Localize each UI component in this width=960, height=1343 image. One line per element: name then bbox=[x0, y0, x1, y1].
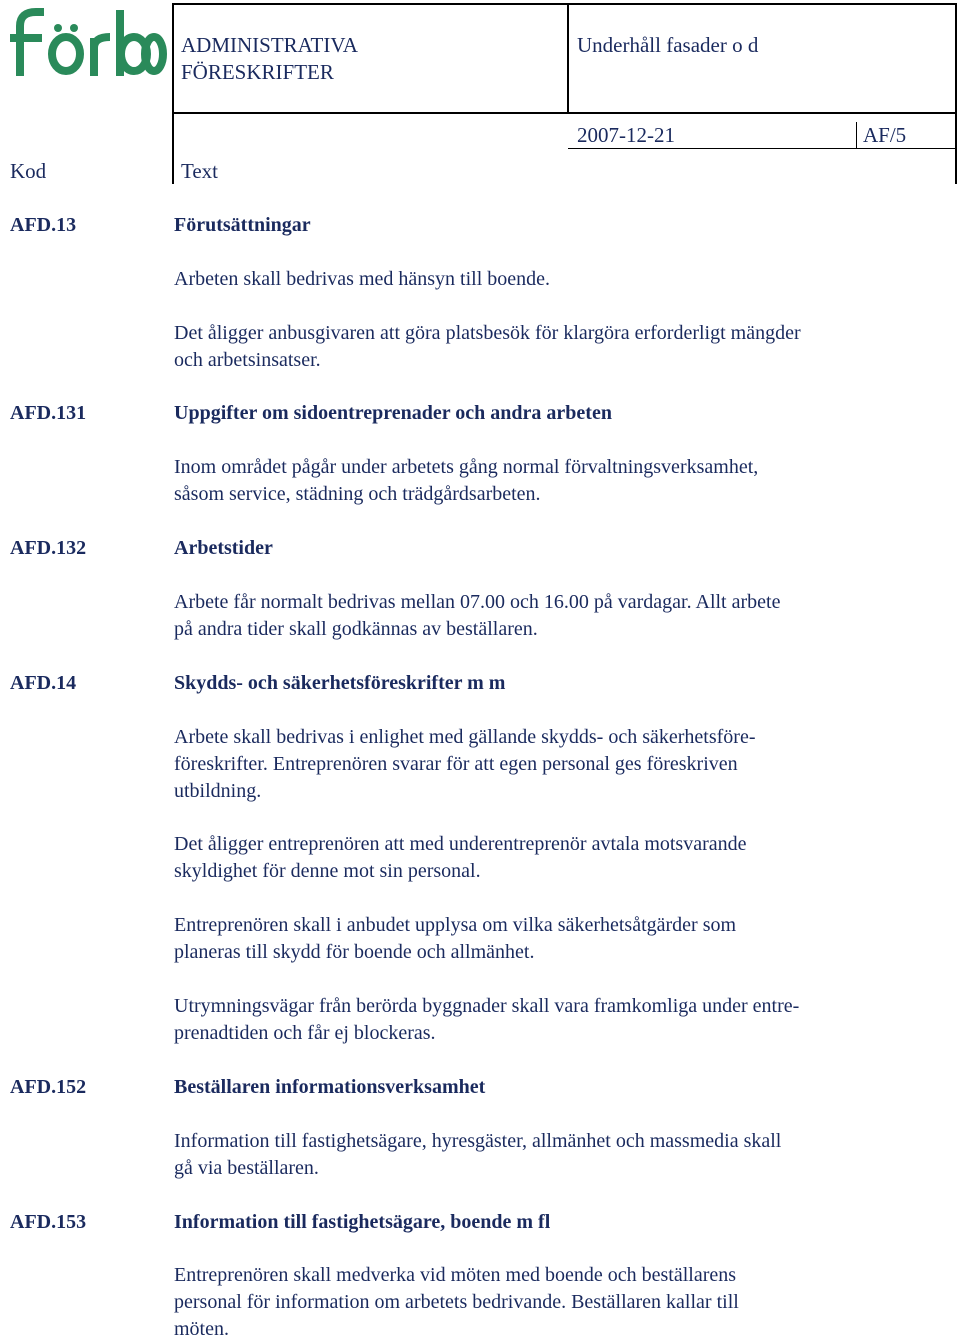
paragraph bbox=[174, 831, 934, 885]
paragraph-line: såsom service, städning och trädgårdsarbeten. bbox=[174, 483, 541, 505]
doc-type-line2: FÖRESKRIFTER bbox=[181, 60, 334, 84]
paragraph-line: Arbete skall bedrivas i enlighet med gällande skydds- och säkerhetsföre- bbox=[174, 726, 756, 748]
paragraph bbox=[174, 1262, 934, 1343]
paragraph-line: möten. bbox=[174, 1318, 229, 1340]
paragraph-line: på andra tider skall godkännas av beställaren. bbox=[174, 618, 538, 640]
section-heading: Information till fastighetsägare, boende m fl bbox=[174, 1211, 551, 1233]
paragraph bbox=[174, 912, 934, 966]
forbo-logo bbox=[6, 4, 168, 76]
paragraph-line: Det åligger entreprenören att med underentreprenör avtala motsvarande bbox=[174, 833, 747, 855]
header-page-divider bbox=[856, 122, 857, 149]
section-code: AFD.13 bbox=[10, 214, 77, 236]
doc-type-line1: ADMINISTRATIVA bbox=[181, 33, 358, 57]
paragraph-line: personal för information om arbetets bedrivande. Beställaren kallar till bbox=[174, 1291, 739, 1313]
section-heading: Skydds- och säkerhetsföreskrifter m m bbox=[174, 672, 506, 694]
section-code: AFD.132 bbox=[10, 537, 87, 559]
paragraph-line: Arbeten skall bedrivas med hänsyn till boende. bbox=[174, 268, 551, 290]
paragraph-line: Information till fastighetsägare, hyresgäster, allmänhet och massmedia skall bbox=[174, 1130, 782, 1152]
paragraph-line: Entreprenören skall i anbudet upplysa om vilka säkerhetsåtgärder som bbox=[174, 914, 737, 936]
header-middle-border bbox=[173, 112, 957, 114]
doc-date: 2007-12-21 bbox=[577, 123, 675, 147]
header-divider-mid bbox=[567, 3, 569, 113]
paragraph bbox=[174, 1128, 934, 1182]
paragraph bbox=[174, 993, 934, 1047]
section-heading: Förutsättningar bbox=[174, 214, 311, 236]
paragraph-line: föreskrifter. Entreprenören svarar för att egen personal ges föreskriven bbox=[174, 753, 738, 775]
paragraph-line: Utrymningsvägar från berörda byggnader skall vara framkomliga under entre- bbox=[174, 995, 800, 1017]
column-header-code: Kod bbox=[10, 159, 47, 183]
paragraph-line: Entreprenören skall medverka vid möten med boende och beställarens bbox=[174, 1264, 737, 1286]
page-ref: AF/5 bbox=[863, 123, 907, 147]
section-code: AFD.152 bbox=[10, 1076, 87, 1098]
paragraph-line: Arbete får normalt bedrivas mellan 07.00 och 16.00 på vardagar. Allt arbete bbox=[174, 591, 781, 613]
paragraph bbox=[174, 454, 934, 508]
paragraph-line: Det åligger anbusgivaren att göra platsbesök för klargöra erforderligt mängder bbox=[174, 322, 801, 344]
paragraph-line: skyldighet för denne mot sin personal. bbox=[174, 860, 481, 882]
section-heading: Beställaren informationsverksamhet bbox=[174, 1076, 486, 1098]
paragraph-line: gå via beställaren. bbox=[174, 1157, 319, 1179]
section-code: AFD.131 bbox=[10, 402, 87, 424]
paragraph-line: Inom området pågår under arbetets gång normal förvaltningsverksamhet, bbox=[174, 456, 759, 478]
paragraph bbox=[174, 266, 934, 293]
paragraph-line: prenadtiden och får ej blockeras. bbox=[174, 1022, 436, 1044]
header-top-border bbox=[173, 3, 957, 5]
paragraph bbox=[174, 320, 934, 374]
section-code: AFD.14 bbox=[10, 672, 77, 694]
project-title: Underhåll fasader o d bbox=[577, 33, 759, 57]
paragraph-line: planeras till skydd för boende och allmänhet. bbox=[174, 941, 535, 963]
section-heading: Uppgifter om sidoentreprenader och andra arbeten bbox=[174, 402, 612, 424]
paragraph bbox=[174, 589, 934, 643]
section-code: AFD.153 bbox=[10, 1211, 87, 1233]
header-divider-left bbox=[172, 3, 174, 184]
paragraph-line: och arbetsinsatser. bbox=[174, 349, 321, 371]
header-right-border bbox=[955, 3, 957, 184]
paragraph-line: utbildning. bbox=[174, 780, 262, 802]
paragraph bbox=[174, 724, 934, 805]
column-header-text: Text bbox=[181, 159, 219, 183]
section-heading: Arbetstider bbox=[174, 537, 273, 559]
